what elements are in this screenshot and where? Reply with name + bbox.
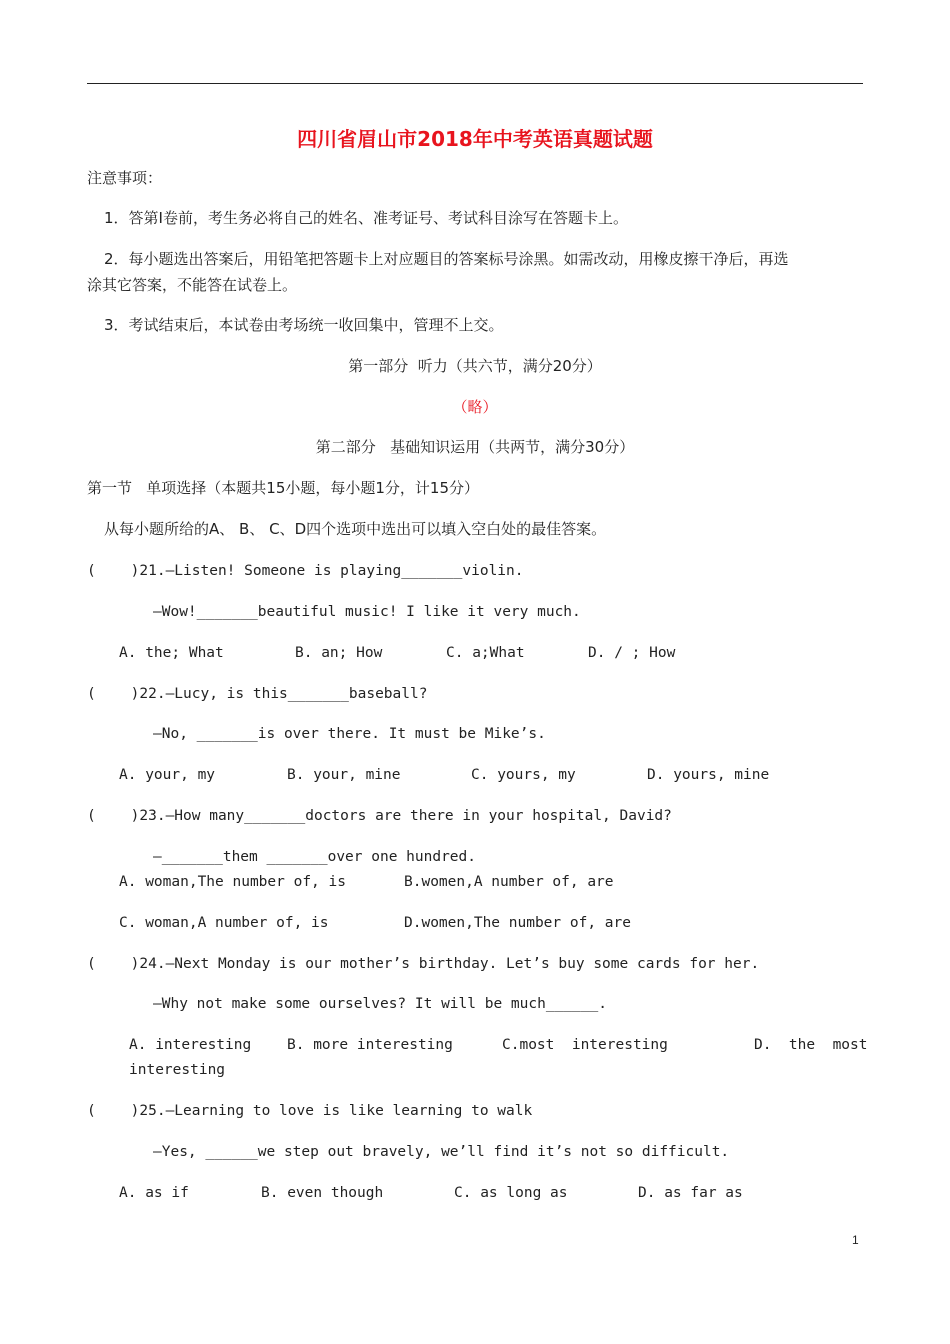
q25-reply: —Yes, ______we step out bravely, we’ll find it’s not so difficult. [153, 1144, 730, 1160]
notes-heading: 注意事项： [87, 169, 163, 187]
note-item-2-line-1: 2．每小题选出答案后，用铅笔把答题卡上对应题目的答案标号涂黑。如需改动，用橡皮擦干净后，再选 [104, 250, 789, 268]
part2-heading: 第二部分 基础知识运用（共两节，满分30分） [315, 438, 635, 456]
q24-option-a: A. interesting [129, 1037, 252, 1053]
q25-option-c: C. as long as [454, 1185, 568, 1201]
q23-stem: ( )23.—How many_______doctors are there in your hospital, David? [87, 808, 672, 824]
q24-option-b: B. more interesting [287, 1037, 453, 1053]
q23-option-d: D.women,The number of, are [404, 915, 631, 931]
header-rule [87, 83, 863, 84]
q21-option-a: A. the; What [119, 645, 224, 661]
q22-stem: ( )22.—Lucy, is this_______baseball? [87, 686, 428, 702]
q22-reply: —No, _______is over there. It must be Mike’s. [153, 726, 546, 742]
q25-option-a: A. as if [119, 1185, 189, 1201]
note-item-2-line-2: 涂其它答案，不能答在试卷上。 [87, 276, 298, 294]
q21-option-d: D. / ; How [588, 645, 676, 661]
q25-option-d: D. as far as [638, 1185, 743, 1201]
q25-stem: ( )25.—Learning to love is like learning to walk [87, 1103, 533, 1119]
q24-reply: —Why not make some ourselves? It will be much______. [153, 996, 607, 1012]
q24-option-c: C.most interesting [502, 1037, 668, 1053]
part1-omitted: （略） [452, 398, 498, 416]
q22-option-c: C. yours, my [471, 767, 576, 783]
q22-option-a: A. your, my [119, 767, 216, 783]
q21-reply: —Wow!_______beautiful music! I like it very much. [153, 604, 581, 620]
note-item-3: 3．考试结束后，本试卷由考场统一收回集中，管理不上交。 [104, 316, 504, 334]
q21-stem: ( )21.—Listen! Someone is playing_______violin. [87, 563, 524, 579]
section1-heading: 第一节 单项选择（本题共15小题，每小题1分，计15分） [87, 479, 480, 497]
q25-option-b: B. even though [261, 1185, 384, 1201]
q24-option-d-continued: interesting [129, 1062, 226, 1078]
q22-option-b: B. your, mine [287, 767, 401, 783]
q23-option-a: A. woman,The number of, is [119, 874, 346, 890]
q23-option-b: B.women,A number of, are [404, 874, 614, 890]
note-item-1: 1．答第Ⅰ卷前，考生务必将自己的姓名、准考证号、考试科目涂写在答题卡上。 [104, 209, 628, 227]
q23-option-c: C. woman,A number of, is [119, 915, 329, 931]
page-number: 1 [852, 1233, 859, 1247]
instructions: 从每小题所给的A、 B、 C、D四个选项中选出可以填入空白处的最佳答案。 [104, 520, 607, 538]
q23-reply: —_______them _______over one hundred. [153, 849, 477, 865]
q21-option-c: C. a;What [446, 645, 525, 661]
q24-option-d: D. the most [754, 1037, 868, 1053]
page-title: 四川省眉山市2018年中考英语真题试题 [297, 127, 653, 151]
part1-heading: 第一部分 听力（共六节，满分20分） [348, 357, 602, 375]
q22-option-d: D. yours, mine [647, 767, 770, 783]
q24-stem: ( )24.—Next Monday is our mother’s birthday. Let’s buy some cards for her. [87, 956, 760, 972]
q21-option-b: B. an; How [295, 645, 383, 661]
